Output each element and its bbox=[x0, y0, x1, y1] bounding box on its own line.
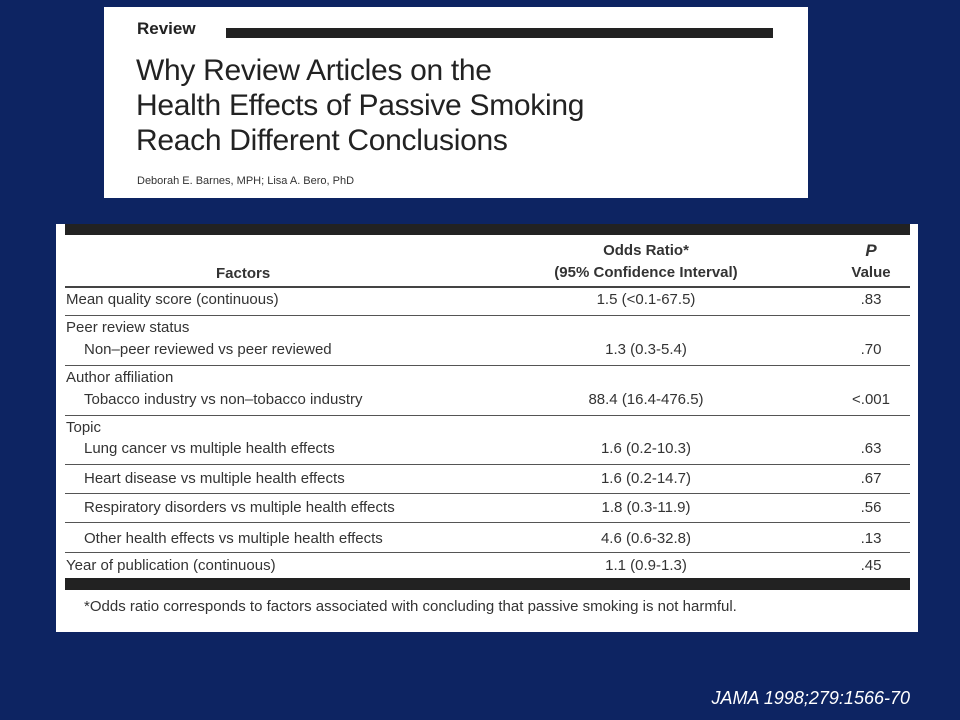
table-row-p: .45 bbox=[860, 557, 882, 574]
table-row-p: <.001 bbox=[852, 391, 890, 408]
header-rule bbox=[65, 286, 910, 288]
column-header-p-value bbox=[836, 240, 906, 284]
title-line: Health Effects of Passive Smoking bbox=[136, 89, 585, 122]
row-rule bbox=[65, 415, 910, 416]
column-header-factors: Factors bbox=[216, 265, 271, 282]
p-header-line1: P bbox=[865, 241, 877, 260]
table-row-p: .13 bbox=[860, 530, 882, 547]
table-row-factor: Other health effects vs multiple health effects bbox=[84, 530, 383, 547]
or-header-line2: (95% Confidence Interval) bbox=[554, 264, 738, 281]
title-line: Reach Different Conclusions bbox=[136, 124, 508, 157]
table-bottom-bar bbox=[65, 578, 910, 590]
row-rule bbox=[65, 522, 910, 523]
table-row-or: 1.6 (0.2-10.3) bbox=[600, 440, 692, 457]
article-header bbox=[104, 7, 808, 198]
title-line: Why Review Articles on the bbox=[136, 54, 492, 87]
article-title bbox=[136, 53, 776, 158]
table-row-or: 1.8 (0.3-11.9) bbox=[601, 499, 691, 516]
row-rule bbox=[65, 552, 910, 553]
table-row-factor: Year of publication (continuous) bbox=[66, 557, 276, 574]
table-row-or: 88.4 (16.4-476.5) bbox=[588, 391, 704, 408]
column-header-odds-ratio bbox=[516, 240, 776, 284]
table-row-p: .63 bbox=[860, 440, 882, 457]
row-rule bbox=[65, 365, 910, 366]
table-group-label: Topic bbox=[66, 419, 102, 436]
section-rule bbox=[226, 28, 773, 38]
table-row-factor: Non–peer reviewed vs peer reviewed bbox=[84, 341, 332, 358]
table-row-factor: Tobacco industry vs non–tobacco industry bbox=[84, 391, 363, 408]
table-row-p: .70 bbox=[860, 341, 882, 358]
table-row-or: 1.5 (<0.1-67.5) bbox=[596, 291, 696, 308]
row-rule bbox=[65, 464, 910, 465]
results-table bbox=[56, 224, 918, 632]
row-rule bbox=[65, 315, 910, 316]
p-header-line2: Value bbox=[851, 264, 891, 281]
authors: Deborah E. Barnes, MPH; Lisa A. Bero, PhD bbox=[137, 175, 355, 187]
table-row-or: 1.3 (0.3-5.4) bbox=[605, 341, 687, 358]
table-row-or: 1.6 (0.2-14.7) bbox=[600, 470, 692, 487]
table-row-p: .56 bbox=[860, 499, 882, 516]
table-row-factor: Heart disease vs multiple health effects bbox=[84, 470, 345, 487]
table-row-p: .83 bbox=[860, 291, 882, 308]
section-label: Review bbox=[137, 19, 196, 38]
or-header-line1: Odds Ratio* bbox=[603, 242, 689, 259]
table-group-label: Peer review status bbox=[66, 319, 190, 336]
table-row-factor: Mean quality score (continuous) bbox=[66, 291, 279, 308]
citation: JAMA 1998;279:1566-70 bbox=[711, 688, 910, 708]
table-row-factor: Respiratory disorders vs multiple health effects bbox=[84, 499, 395, 516]
table-group-label: Author affiliation bbox=[66, 369, 174, 386]
table-row-p: .67 bbox=[860, 470, 882, 487]
table-footnote: *Odds ratio corresponds to factors associated with concluding that passive smoking is not harmful. bbox=[84, 598, 737, 615]
table-row-factor: Lung cancer vs multiple health effects bbox=[84, 440, 335, 457]
row-rule bbox=[65, 493, 910, 494]
table-row-or: 1.1 (0.9-1.3) bbox=[605, 557, 687, 574]
table-top-bar bbox=[65, 224, 910, 235]
table-row-or: 4.6 (0.6-32.8) bbox=[600, 530, 692, 547]
